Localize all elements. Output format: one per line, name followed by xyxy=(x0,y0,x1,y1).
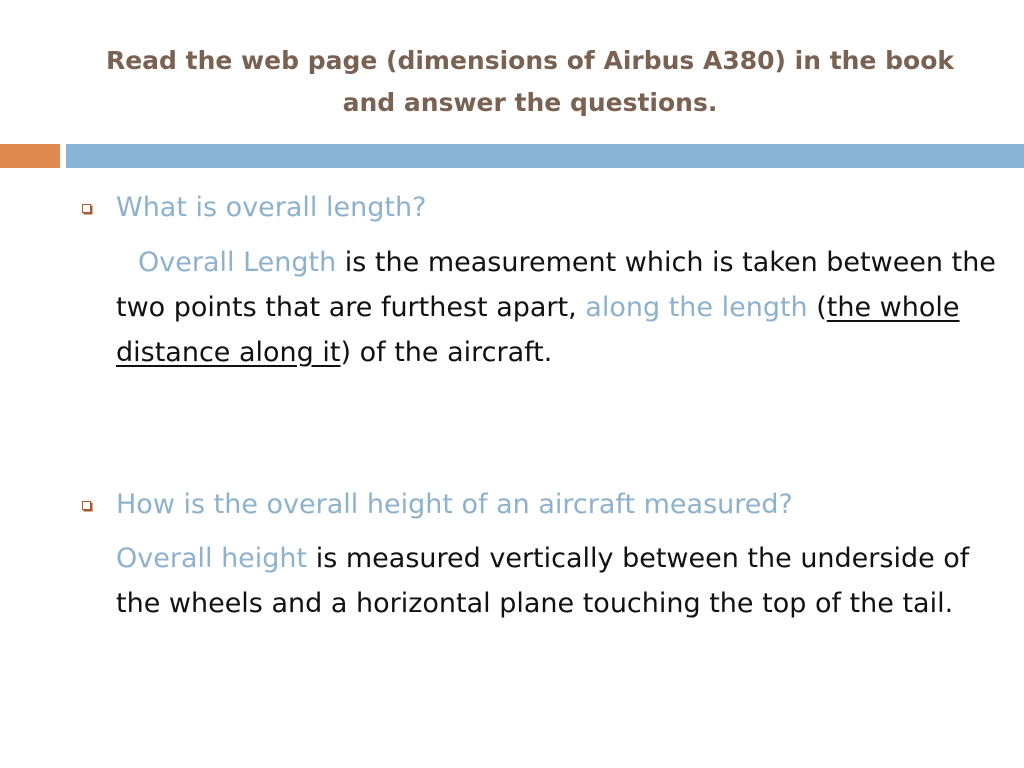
accent-bar-blue xyxy=(66,144,1024,168)
slide-title: Read the web page (dimensions of Airbus A380) in the book and answer the questions. xyxy=(105,46,955,117)
square-bullet-icon xyxy=(82,204,91,213)
answer-2-text: is measured vertically between the underside of the wheels and a horizontal plane touching the top of the tail. xyxy=(116,543,970,619)
answer-1-text: is the measurement which is taken between the two points that are furthest apart, xyxy=(116,247,996,323)
answer-1-paren-open: ( xyxy=(807,292,827,323)
accent-bar-orange xyxy=(0,144,60,168)
answer-1-text-end: ) of the aircraft. xyxy=(340,337,553,368)
answer-1-underlined: the whole distance along it xyxy=(116,292,960,368)
answer-2 xyxy=(116,536,996,626)
question-2: How is the overall height of an aircraft measured? xyxy=(116,489,793,520)
answer-2-term: Overall height xyxy=(116,543,308,574)
answer-1 xyxy=(116,240,996,375)
square-bullet-icon xyxy=(82,501,91,510)
answer-1-term: Overall Length xyxy=(138,247,337,278)
question-1: What is overall length? xyxy=(116,192,427,223)
answer-1-highlight: along the length xyxy=(585,292,808,323)
